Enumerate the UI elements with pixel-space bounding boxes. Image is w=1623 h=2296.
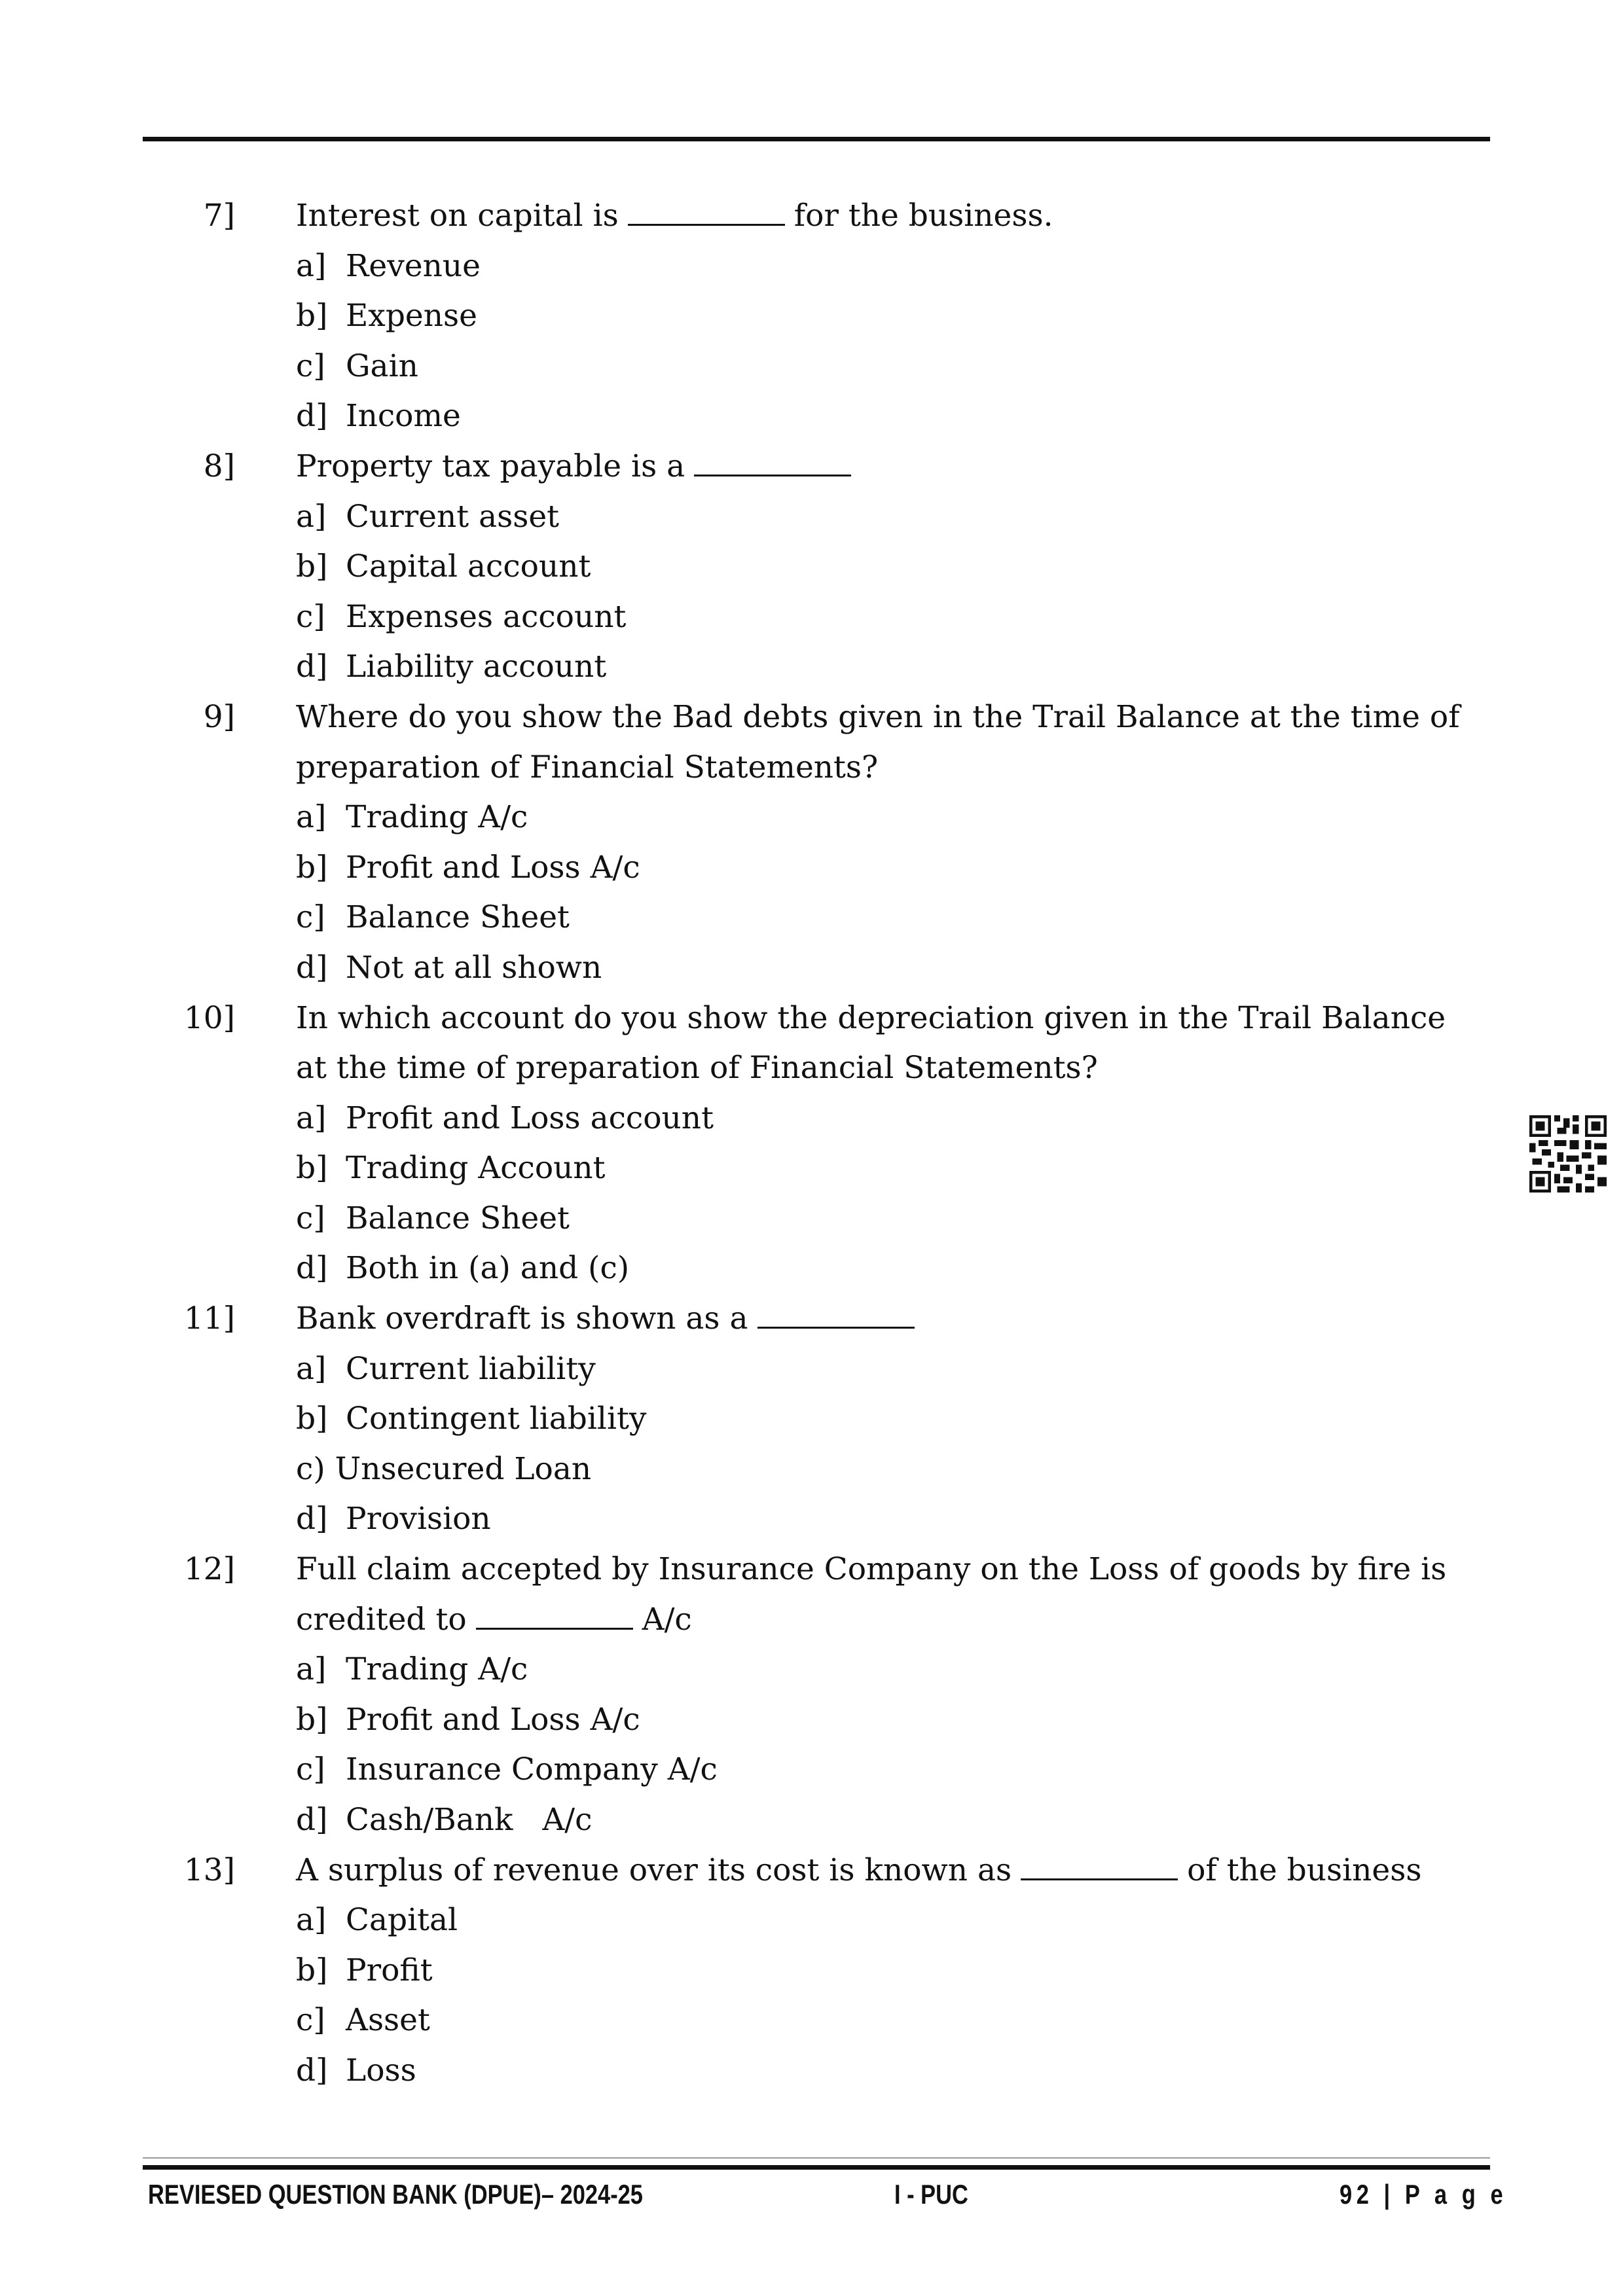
answer-option (296, 592, 626, 643)
option-text: Profit and Loss A/c (346, 1701, 640, 1738)
answer-option (296, 1444, 591, 1495)
option-letter: d] (296, 1250, 328, 1287)
question-list (0, 191, 1623, 2096)
option-letter: c] (296, 899, 325, 936)
option-row (0, 642, 1623, 692)
question-number: 7] (203, 198, 235, 234)
question-text-part: Interest on capital is (296, 198, 619, 234)
question-text (296, 743, 878, 793)
question-text (296, 191, 1053, 242)
question-text (296, 1595, 692, 1645)
option-letter: c] (296, 1751, 325, 1788)
answer-blank (694, 448, 851, 476)
option-row (0, 1244, 1623, 1294)
option-text: Trading A/c (346, 1651, 528, 1688)
option-letter: c) (296, 1450, 325, 1487)
answer-option (296, 2046, 416, 2096)
option-letter: a] (296, 247, 327, 284)
question-text-part: Bank overdraft is shown as a (296, 1300, 748, 1337)
question-text (296, 1545, 1446, 1595)
answer-option (296, 391, 461, 442)
option-row (0, 391, 1623, 442)
answer-option (296, 943, 602, 994)
footer-title: REVIESED QUESTION BANK (DPUE)– 2024-25 (148, 2179, 643, 2210)
option-text: Profit and Loss account (346, 1100, 714, 1136)
option-text: Contingent liability (346, 1401, 647, 1437)
option-letter: b] (296, 1401, 328, 1437)
answer-option (296, 1344, 596, 1395)
option-row (0, 1444, 1623, 1495)
question-number: 12] (183, 1551, 235, 1588)
question-text-part: credited to (296, 1601, 467, 1638)
question-number: 11] (183, 1300, 235, 1337)
option-text: Profit (346, 1952, 433, 1988)
option-row (0, 1745, 1623, 1795)
option-text: Capital account (346, 548, 591, 585)
option-row (0, 2046, 1623, 2096)
option-row (0, 1143, 1623, 1194)
option-letter: c] (296, 348, 325, 384)
option-text: Both in (a) and (c) (346, 1250, 630, 1287)
option-text: Expense (346, 298, 477, 334)
answer-blank (1021, 1852, 1178, 1880)
question-text-part: at the time of preparation of Financial Statements? (296, 1050, 1098, 1086)
option-text: Balance Sheet (346, 899, 570, 936)
answer-option (296, 843, 640, 893)
question-row (0, 1294, 1623, 1344)
qr-code-icon (1529, 1115, 1607, 1193)
option-row (0, 793, 1623, 843)
question-row (0, 1595, 1623, 1645)
question-number: 13] (183, 1852, 235, 1888)
option-text: Balance Sheet (346, 1200, 570, 1236)
option-row (0, 1645, 1623, 1695)
option-row (0, 1946, 1623, 1996)
question-text-part: of the business (1187, 1852, 1422, 1888)
option-text: Income (346, 398, 461, 435)
option-text: Current asset (346, 498, 560, 535)
question-number: 10] (183, 999, 235, 1036)
option-letter: b] (296, 1952, 328, 1988)
option-letter: a] (296, 799, 327, 836)
option-row (0, 1695, 1623, 1746)
option-letter: b] (296, 849, 328, 886)
answer-option (296, 793, 528, 843)
question-text (296, 994, 1446, 1044)
answer-option (296, 1895, 458, 1946)
question-row (0, 191, 1623, 242)
answer-option (296, 642, 606, 692)
option-row (0, 342, 1623, 392)
option-row (0, 1344, 1623, 1395)
option-row (0, 1996, 1623, 2046)
option-text: Loss (346, 2052, 416, 2089)
option-row (0, 1494, 1623, 1545)
option-text: Gain (346, 348, 418, 384)
question-text (296, 1043, 1098, 1094)
answer-blank (628, 198, 785, 226)
question-text (296, 1846, 1421, 1896)
answer-option (296, 1394, 646, 1444)
answer-option (296, 1494, 491, 1545)
option-row (0, 1795, 1623, 1846)
answer-blank (476, 1602, 633, 1630)
option-letter: b] (296, 298, 328, 334)
answer-option (296, 291, 477, 342)
question-text-part: A surplus of revenue over its cost is known as (296, 1852, 1012, 1888)
option-letter: b] (296, 1701, 328, 1738)
question-text (296, 692, 1460, 743)
question-text-part: for the business. (793, 198, 1053, 234)
option-letter: d] (296, 1802, 328, 1838)
option-text: Capital (346, 1902, 458, 1939)
option-text: Trading A/c (346, 799, 528, 836)
answer-option (296, 492, 559, 543)
question-text-part: Full claim accepted by Insurance Company on the Loss of goods by fire is (296, 1551, 1447, 1588)
question-row (0, 1043, 1623, 1094)
question-row (0, 743, 1623, 793)
answer-blank (757, 1300, 915, 1329)
question-row (0, 1545, 1623, 1595)
option-letter: c] (296, 2002, 325, 2039)
question-row (0, 1846, 1623, 1896)
answer-option (296, 242, 481, 292)
answer-option (296, 342, 418, 392)
option-letter: b] (296, 1150, 328, 1187)
question-text-part: preparation of Financial Statements? (296, 749, 879, 785)
question-number: 8] (203, 448, 235, 484)
question-text-part: Property tax payable is a (296, 448, 685, 484)
option-letter: a] (296, 1100, 327, 1136)
option-text: Revenue (346, 247, 481, 284)
answer-option (296, 1795, 592, 1846)
option-text: Current liability (346, 1350, 596, 1387)
question-text (296, 1294, 924, 1344)
option-letter: d] (296, 1501, 328, 1537)
option-letter: b] (296, 548, 328, 585)
option-row (0, 943, 1623, 994)
option-letter: a] (296, 1902, 327, 1939)
option-letter: a] (296, 498, 327, 535)
question-text-part: In which account do you show the depreciation given in the Trail Balance (296, 999, 1446, 1036)
option-text: Insurance Company A/c (346, 1751, 718, 1788)
question-row (0, 994, 1623, 1044)
answer-option (296, 1143, 606, 1194)
option-text: Cash/Bank A/c (346, 1802, 593, 1838)
answer-option (296, 1946, 433, 1996)
answer-option (296, 893, 570, 943)
page-number: 92 | P a g e (1340, 2179, 1508, 2210)
option-row (0, 1895, 1623, 1946)
option-text: Expenses account (346, 598, 627, 635)
question-text-part: A/c (642, 1601, 692, 1638)
option-text: Provision (346, 1501, 491, 1537)
answer-option (296, 1194, 570, 1244)
option-row (0, 592, 1623, 643)
question-text-part: Where do you show the Bad debts given in the Trail Balance at the time of (296, 698, 1460, 735)
option-text: Not at all shown (346, 949, 602, 986)
option-text: Unsecured Loan (335, 1450, 592, 1487)
option-letter: d] (296, 2052, 328, 2089)
question-text (296, 442, 860, 492)
answer-option (296, 1695, 640, 1746)
answer-option (296, 1094, 714, 1144)
option-letter: d] (296, 649, 328, 685)
option-row (0, 893, 1623, 943)
question-row (0, 442, 1623, 492)
answer-option (296, 1645, 528, 1695)
option-row (0, 542, 1623, 592)
option-row (0, 291, 1623, 342)
option-row (0, 1194, 1623, 1244)
option-text: Trading Account (346, 1150, 606, 1187)
option-letter: c] (296, 1200, 325, 1236)
option-row (0, 1094, 1623, 1144)
header-rule (143, 137, 1490, 141)
option-row (0, 492, 1623, 543)
question-number: 9] (203, 698, 235, 735)
option-text: Asset (346, 2002, 430, 2039)
option-text: Profit and Loss A/c (346, 849, 640, 886)
answer-option (296, 542, 591, 592)
option-row (0, 1394, 1623, 1444)
answer-option (296, 1244, 629, 1294)
answer-option (296, 1745, 718, 1795)
option-letter: d] (296, 398, 328, 435)
footer-rule (143, 2165, 1490, 2170)
option-row (0, 242, 1623, 292)
option-letter: d] (296, 949, 328, 986)
option-letter: c] (296, 598, 325, 635)
answer-option (296, 1996, 430, 2046)
option-text: Liability account (346, 649, 607, 685)
option-row (0, 843, 1623, 893)
option-letter: a] (296, 1651, 327, 1688)
question-row (0, 692, 1623, 743)
footer-class: I - PUC (894, 2179, 968, 2210)
footer-rule-thin (143, 2157, 1490, 2159)
option-letter: a] (296, 1350, 327, 1387)
